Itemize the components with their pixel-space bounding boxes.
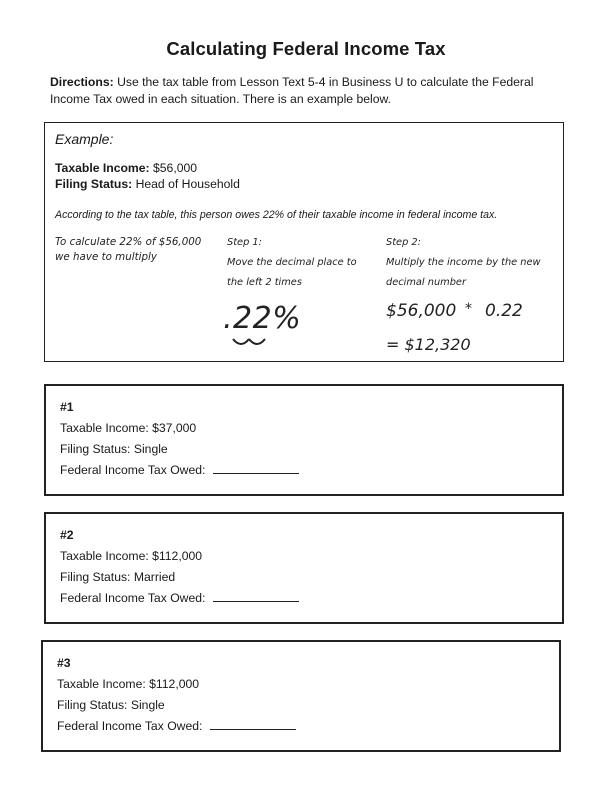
question-filing-status: Filing Status: Married: [60, 570, 176, 584]
example-calc-note: To calculate 22% of $56,000 we have to multiply: [55, 236, 202, 263]
example-equation-rate: 0.22: [485, 301, 523, 321]
example-box: [44, 122, 564, 362]
decimal-move-arrows-icon: [231, 335, 271, 349]
example-status-label: Filing Status:: [55, 177, 133, 191]
step-2-heading: Step 2:: [386, 237, 421, 248]
directions-text: Use the tax table from Lesson Text 5-4 in Business U to calculate the Federal Income Tax owed in each situation. There is an example below.: [50, 75, 534, 106]
example-multiply-sign: *: [465, 301, 472, 317]
question-taxable-income: Taxable Income: $37,000: [60, 421, 197, 435]
example-equation-amount: $56,000: [386, 301, 457, 321]
question-tax-owed: [57, 719, 296, 733]
answer-blank[interactable]: [213, 463, 299, 474]
step-1-heading: Step 1:: [227, 237, 262, 248]
question-tax-owed: [60, 463, 299, 477]
example-taxable-value: $56,000: [153, 161, 198, 175]
example-step-2: [386, 233, 556, 293]
question-tax-owed-label: Federal Income Tax Owed:: [57, 719, 203, 733]
question-taxable-income: Taxable Income: $112,000: [60, 549, 203, 563]
question-filing-status: Filing Status: Single: [60, 442, 168, 456]
question-box-1: [44, 384, 564, 496]
example-step-1: [227, 233, 367, 293]
question-number: #2: [60, 528, 74, 542]
question-tax-owed-label: Federal Income Tax Owed:: [60, 463, 206, 477]
directions-label: Directions:: [50, 75, 114, 89]
example-status-value: Head of Household: [135, 177, 240, 191]
example-percent-decimal: .22%: [223, 301, 302, 336]
question-taxable-income: Taxable Income: $112,000: [57, 677, 200, 691]
question-tax-owed-label: Federal Income Tax Owed:: [60, 591, 206, 605]
answer-blank[interactable]: [213, 591, 299, 602]
step-1-text: Move the decimal place to the left 2 times: [227, 257, 357, 288]
question-number: #1: [60, 400, 74, 414]
example-taxable-label: Taxable Income:: [55, 161, 150, 175]
step-2-text: Multiply the income by the new decimal number: [386, 257, 541, 288]
directions: [50, 74, 570, 108]
question-filing-status: Filing Status: Single: [57, 698, 165, 712]
question-number: #3: [57, 656, 71, 670]
question-box-3: [41, 640, 561, 752]
question-tax-owed: [60, 591, 299, 605]
example-filing-status: [55, 177, 240, 191]
answer-blank[interactable]: [210, 719, 296, 730]
question-box-2: [44, 512, 564, 624]
example-equation-result: = $12,320: [386, 335, 471, 354]
page-title: Calculating Federal Income Tax: [166, 38, 446, 59]
example-heading: Example:: [55, 131, 114, 147]
example-taxable-income: [55, 161, 197, 175]
example-tax-rate-sentence: According to the tax table, this person owes 22% of their taxable income in federal income tax.: [55, 209, 498, 221]
